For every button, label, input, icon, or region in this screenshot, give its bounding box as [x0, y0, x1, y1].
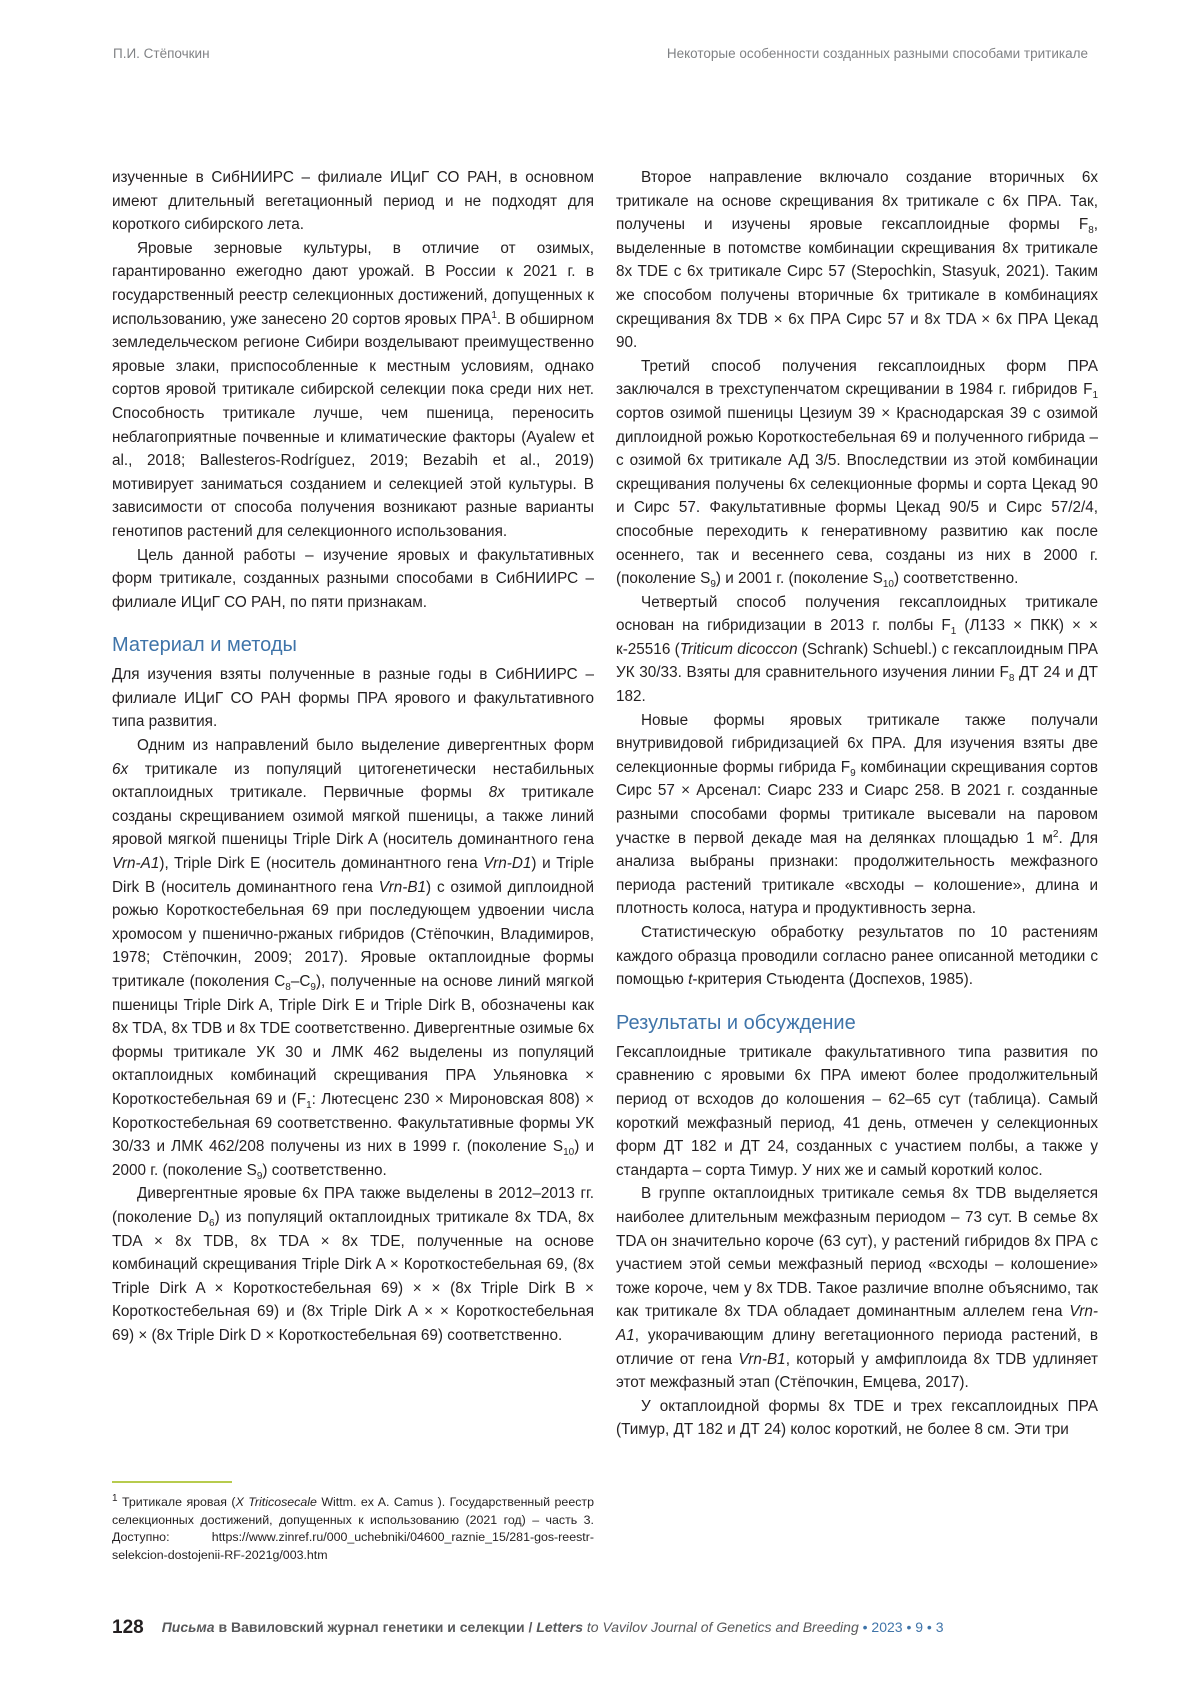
paragraph: Для изучения взяты полученные в разные годы в СибНИИРС – филиале ИЦиГ СО РАН формы ПРА ярового и факультативного типа развития.	[112, 666, 594, 731]
page-footer	[112, 1617, 1102, 1639]
paragraph: Статистическую обработку результатов по 10 растениям каждого образца проводили согласно ранее описанной методики с помощью t-критерия Стьюдента (Доспехов, 1985).	[616, 924, 1098, 989]
section-heading-results: Результаты и обсуждение	[616, 1011, 856, 1034]
paragraph: Яровые зерновые культуры, в отличие от озимых, гарантированно ежегодно дают урожай. В России к 2021 г. в государственный реестр селекционных достижений, допущенных к использованию, уже занесено 20 сортов яровых ПРА$^1$. В обширном земледельческом регионе Сибири возделывают преимущественно яровые злаки, приспособленные к местным условиям, однако сортов яровой тритикале сибирской селекции пока среди них нет. Способность тритикале лучше, чем пшеница, переносить неблагоприятные почвенные и климатические факторы (Ayalew et al., 2018; Ballesteros-Rodríguez, 2019; Bezabih et al., 2019) мотивирует заниматься созданием и селекцией этой культуры. В зависимости от способа получения возникают разные варианты генотипов растений для селекционного использования.	[112, 239, 594, 540]
paragraph: Одним из направлений было выделение дивергентных форм 6x тритикале из популяций цитогенетически нестабильных октаплоидных тритикале. Первичные формы 8x тритикале созданы скрещиванием озимой мягкой пшеницы, а также линий яровой мягкой пшеницы Triple Dirk A (носитель доминантного гена Vrn-A1), Triple Dirk E (носитель доминантного гена Vrn-D1) и Triple Dirk B (носитель доминантного гена Vrn-B1) с озимой диплоидной рожью Короткостебельная 69 при последующем удвоении числа хромосом у пшенично-ржаных гибридов (Стёпочкин, Владимиров, 1978; Стёпочкин, 2009; 2017). Яровые октаплоидные формы тритикале (поколения $C_8-C_9$), полученные на основе линий мягкой пшеницы Triple Dirk A, Triple Dirk E и Triple Dirk B, обозначены как 8x TDA, 8x TDB и 8x TDE соответственно. Дивергентные озимые 6x формы тритикале УК 30 и ЛМК 462 выделены из популяций октаплоидных комбинаций скрещивания ПРА Ульяновка × Короткостебельная 69 и ($F_1$: Лютесценс 230 × Мироновская 808) × Короткостебельная 69 соответственно. Факультативные формы УК 30/33 и ЛМК 462/208 получены из них в 1999 г. (поколение $S_{10}$) и 2000 г. (поколение $S_9$) соответственно.	[112, 737, 595, 1182]
paragraph: Дивергентные яровые 6x ПРА также выделены в 2012–2013 гг. (поколение $D_6$) из популяций октаплоидных тритикале 8x TDA, 8x TDA × 8x TDB, 8x TDA × 8x TDE, полученные на основе комбинаций скрещивания Triple Dirk A × Короткостебельная 69, (8x Triple Dirk A × Короткостебельная 69) × × (8x Triple Dirk B × Короткостебельная 69) и (8x Triple Dirk A × × Короткостебельная 69) × (8x Triple Dirk D × Короткостебельная 69) соответственно.	[112, 1185, 595, 1344]
footnote-number: 1	[112, 1492, 118, 1504]
footnote-link-text[interactable]: Wittm. ex A. Camus ). Государственный реестр селекционных достижений, допущенных к использованию (2021 год) – часть 3. Доступно: https://www.zinref.ru/000_uchebniki/04600_raznie_15/281-gos-reestr-selekcion-dostojenii-RF-2021g/003.htm	[112, 1495, 594, 1562]
section-heading-methods: Материал и методы	[112, 634, 297, 657]
paragraph: В группе октаплоидных тритикале семья 8x TDB выделяется наиболее длительным межфазным периодом – 73 сут. В семье 8x TDA он значительно короче (63 сут), у растений гибридов 8x ПРА с участием этой семьи межфазный период «всходы – колошение» тоже короче, чем у 8x TDB. Такое различие вполне объяснимо, так как тритикале 8x TDA обладает доминантным аллелем гена Vrn-A1, укорачивающим длину вегетационного периода растений, в отличие от гена Vrn-B1, который у амфиплоида 8x TDB удлиняет этот межфазный этап (Стёпочкин, Емцева, 2017).	[616, 1185, 1099, 1392]
paragraph: Новые формы яровых тритикале также получали внутривидовой гибридизацией 6x ПРА. Для изучения взяты две селекционные формы гибрида $F_9$ комбинации скрещивания сортов Сирс 57 × Арсенал: Сиарс 233 и Сиарс 258. В 2021 г. созданные разными способами формы тритикале высевали на паровом участке в первой декаде мая на делянках площадью 1 $м^2$. Для анализа выбраны признаки: продолжительность межфазного периода растений тритикале «всходы – колошение», длина и плотность колоса, натура и продуктивность зерна.	[616, 711, 1098, 918]
left-column	[112, 166, 594, 1348]
page-number: 128	[112, 1617, 144, 1638]
paragraph: Гексаплоидные тритикале факультативного типа развития по сравнению с яровыми 6x ПРА имеют более продолжительный период от всходов до колошения – 62–65 сут (таблица). Самый короткий межфазный период, 41 день, отмечен у селекционных форм ДТ 182 и ДТ 24, созданных с участием полбы, а также у стандарта – сорта Тимур. У них же и самый короткий колос.	[616, 1043, 1098, 1179]
journal-name-en: Letters to Vavilov Journal of Genetics and Breeding	[536, 1619, 859, 1635]
footnote-divider	[112, 1481, 232, 1483]
issue-info: • 2023 • 9 • 3	[858, 1619, 944, 1635]
footnote-marker[interactable]: 1	[491, 309, 497, 321]
running-head-title: Некоторые особенности созданных разными способами тритикале	[666, 46, 1088, 61]
right-column	[616, 166, 1098, 1442]
paragraph: Цель данной работы – изучение яровых и факультативных форм тритикале, созданных разными способами в СибНИИРС – филиале ИЦиГ СО РАН, по пяти признакам.	[112, 546, 594, 611]
paragraph: Четвертый способ получения гексаплоидных тритикале основан на гибридизации в 2013 г. полбы $F_1$ (Л133 × ПКК) × × к-25516 (Triticum dicoccon (Schrank) Schuebl.) с гексаплоидным ПРА УК 30/33. Взяты для сравнительного изучения линии $F_8$ ДТ 24 и ДТ 182.	[616, 593, 1099, 706]
running-head-author: П.И. Стёпочкин	[113, 46, 210, 61]
journal-name-ru: Письма в Вавиловский журнал генетики и селекции /	[161, 1619, 537, 1635]
paragraph: У октаплоидной формы 8x TDE и трех гексаплоидных ПРА (Тимур, ДТ 182 и ДТ 24) колос короткий, не более 8 см. Эти три	[616, 1397, 1098, 1439]
paragraph: Третий способ получения гексаплоидных форм ПРА заключался в трехступенчатом скрещивании в 1984 г. гибридов $F_1$ сортов озимой пшеницы Цезиум 39 × Краснодарская 39 с озимой диплоидной рожью Короткостебельная 69 и полученного гибрида – с озимой 6x тритикале АД 3/5. Впоследствии из этой комбинации скрещивания получены 6x селекционные формы и сорта Цекад 90 и Сирс 57. Факультативные формы Цекад 90/5 и Сирс 57/2/4, способные переходить к генеративному развитию как после осеннего, так и весеннего сева, созданы из них в 2000 г. (поколение $S_9$) и 2001 г. (поколение $S_{10}$) соответственно.	[616, 357, 1098, 591]
footnote: $^1$ Тритикале яровая (X Triticosecale Wittm. ex A. Camus ). Государственный реестр селекционных достижений, допущенных к использованию (2021 год) – часть 3. Доступно: https://www.zinref.ru/000_uchebniki/04600_raznie_15/281-gos-reestr-selekcion-dostojenii-RF-2021g/003.htm	[112, 1492, 594, 1562]
paragraph: изученные в СибНИИРС – филиале ИЦиГ СО РАН, в основном имеют длительный вегетационный период и не подходят для короткого сибирского лета.	[112, 169, 594, 234]
paragraph: Второе направление включало создание вторичных 6x тритикале на основе скрещивания 8x тритикале с 6x ПРА. Так, получены и изучены яровые гексаплоидные формы $F_8$, выделенные в потомстве комбинации скрещивания 8x тритикале 8x TDE с 6x тритикале Сирс 57 (Stepochkin, Stasyuk, 2021). Таким же способом получены вторичные 6x тритикале в комбинациях скрещивания 8x TDB × 6x ПРА Сирс 57 и 8x TDA × 6x ПРА Цекад 90.	[616, 169, 1098, 352]
